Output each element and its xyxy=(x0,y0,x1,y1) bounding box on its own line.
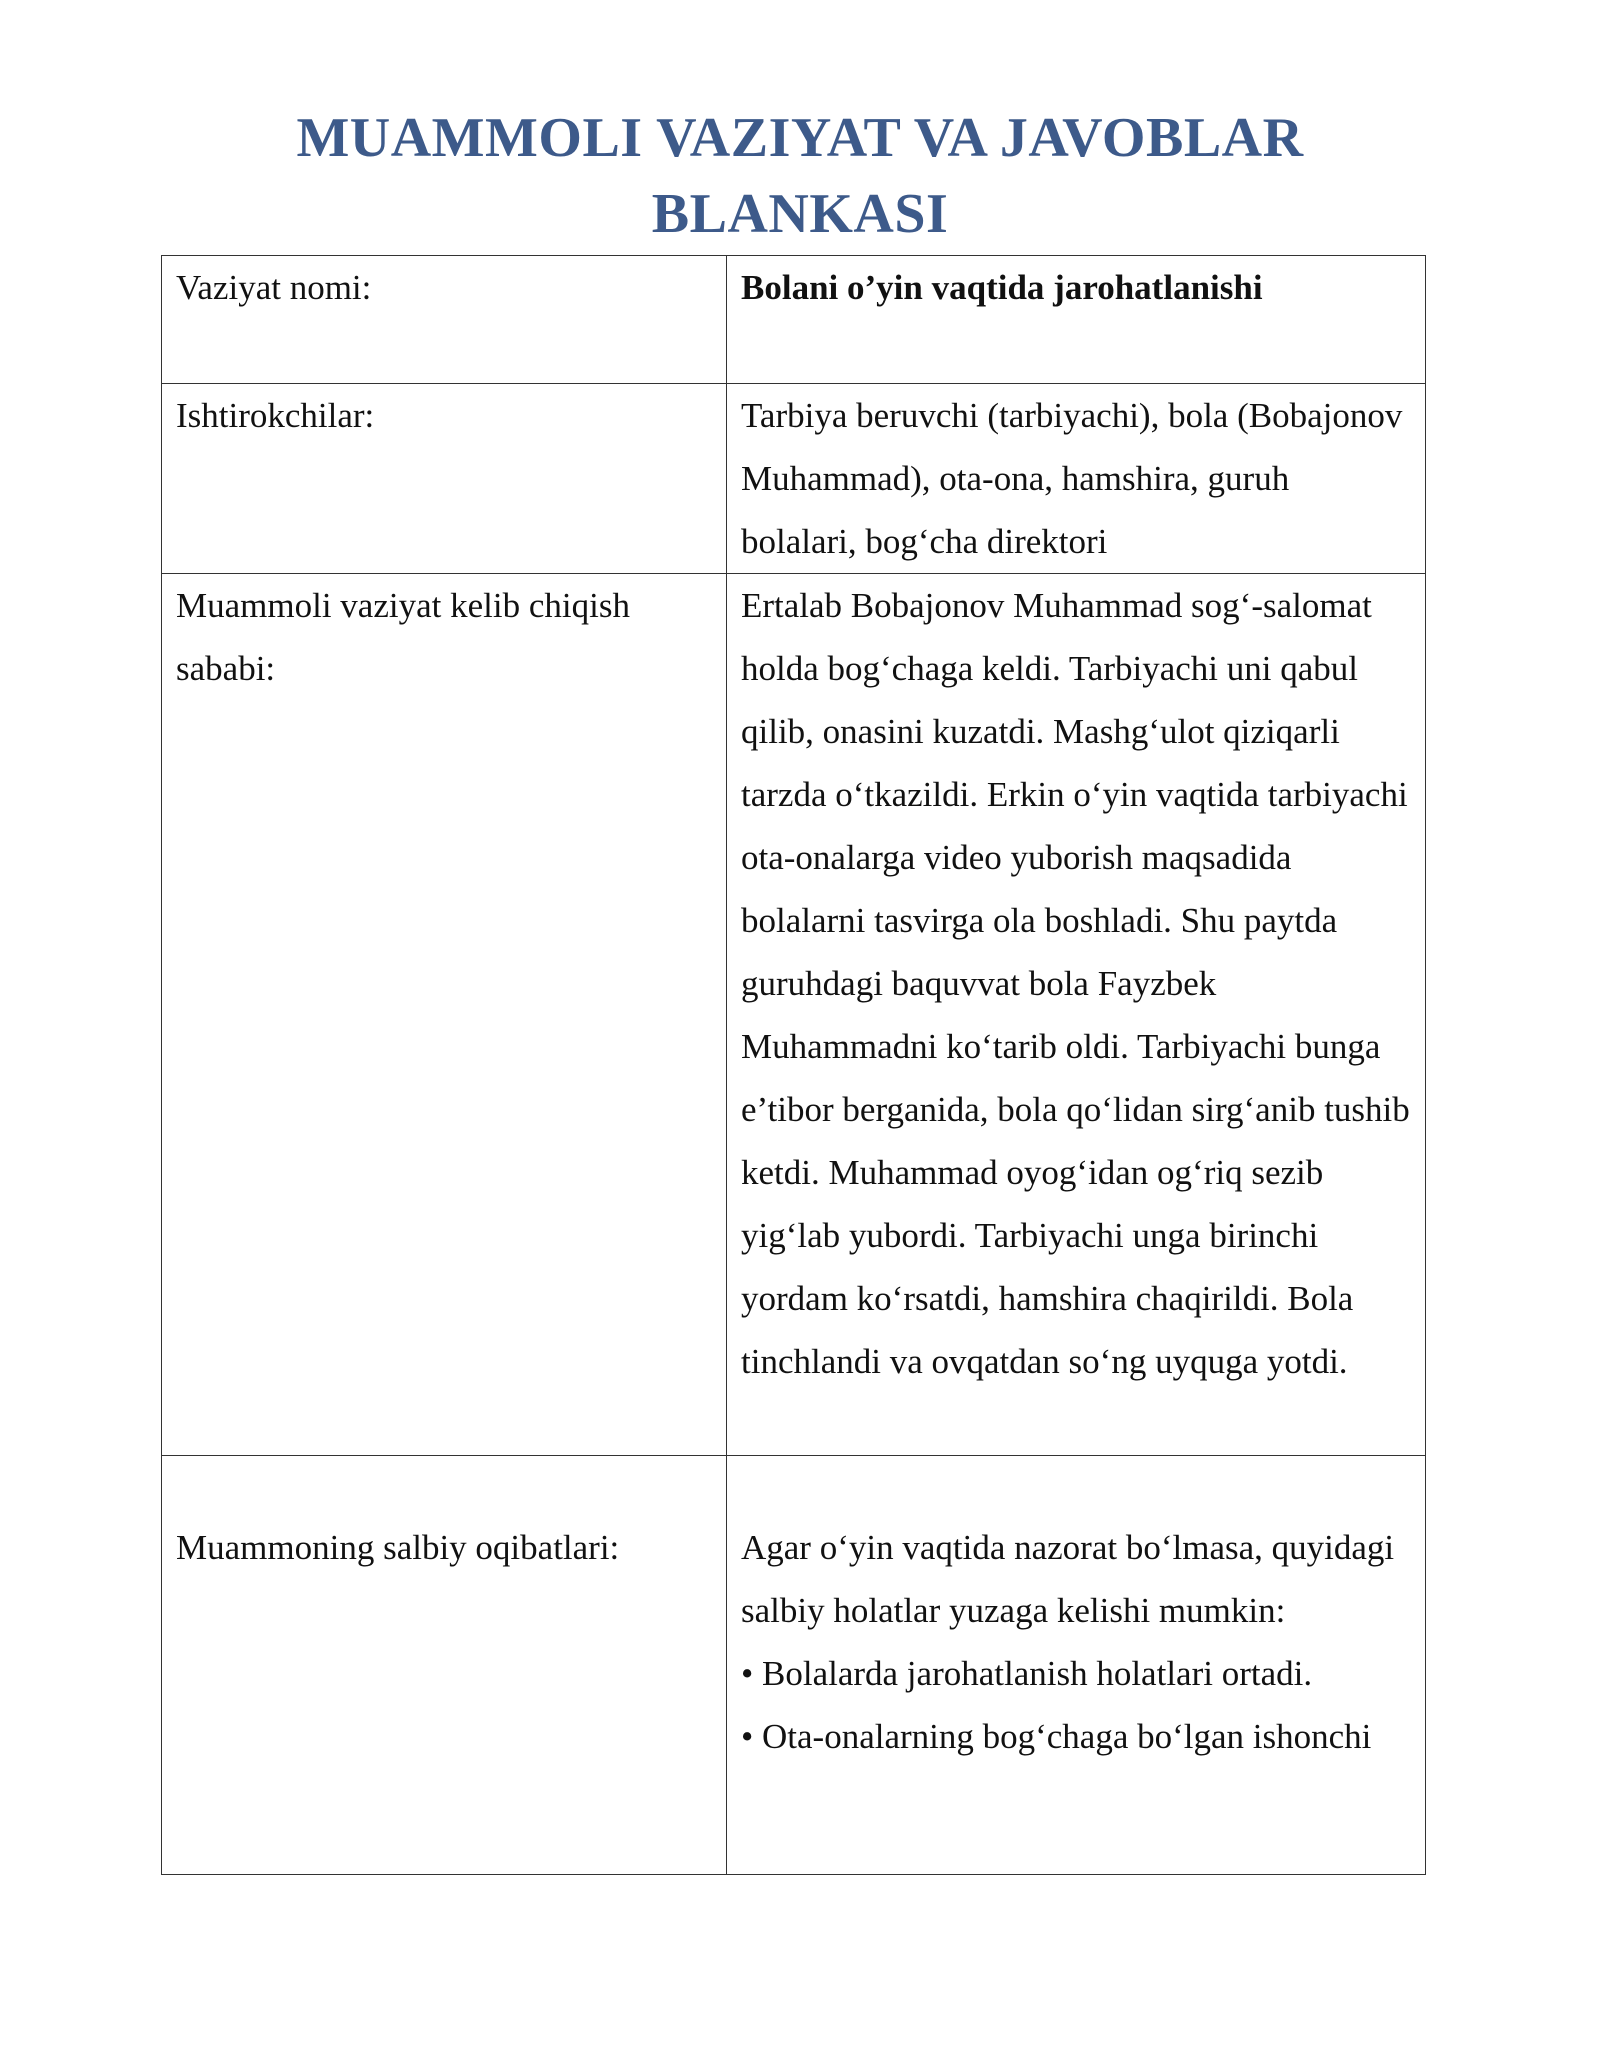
table-row-situation-name xyxy=(162,256,1426,384)
table-row-consequences xyxy=(162,1456,1426,1875)
cause-label: Muammoli vaziyat kelib chiqish sababi: xyxy=(162,574,727,1456)
consequences-label-text: Muammoning salbiy oqibatlari: xyxy=(176,1528,620,1567)
page-title xyxy=(160,100,1440,252)
consequences-value xyxy=(727,1456,1426,1875)
situation-name-label: Vaziyat nomi: xyxy=(162,256,727,384)
page-title-line-1: MUAMMOLI VAZIYAT VA JAVOBLAR xyxy=(296,107,1304,169)
cause-value: Ertalab Bobajonov Muhammad sog‘-salomat holda bog‘chaga keldi. Tarbiyachi uni qabul qilib, onasini kuzatdi. Mashg‘ulot qiziqarli tarzda o‘tkazildi. Erkin o‘yin vaqtida tarbiyachi ota-onalarga video yuborish maqsadida bolalarni tasvirga ola boshladi. Shu paytda guruhdagi baquvvat bola Fayzbek Muhammadni ko‘tarib oldi. Tarbiyachi bunga e’tibor berganida, bola qo‘lidan sirg‘anib tushib ketdi. Muhammad oyog‘idan og‘riq sezib yig‘lab yubordi. Tarbiyachi unga birinchi yordam ko‘rsatdi, hamshira chaqirildi. Bola tinchlandi va ovqatdan so‘ng uyquga yotdi. xyxy=(727,574,1426,1456)
page-title-line-2: BLANKASI xyxy=(651,183,949,245)
consequences-intro: Agar o‘yin vaqtida nazorat bo‘lmasa, quyidagi salbiy holatlar yuzaga kelishi mumkin: xyxy=(741,1528,1395,1630)
table-row-cause xyxy=(162,574,1426,1456)
table-row-participants xyxy=(162,384,1426,574)
consequences-bullet: • Bolalarda jarohatlanish holatlari ortadi. xyxy=(741,1654,1313,1693)
participants-value: Tarbiya beruvchi (tarbiyachi), bola (Bobajonov Muhammad), ota-ona, hamshira, guruh bolalari, bog‘cha direktori xyxy=(727,384,1426,574)
situation-name-value: Bolani o’yin vaqtida jarohatlanishi xyxy=(727,256,1426,384)
situation-form-table xyxy=(161,255,1426,1875)
consequences-bullet: • Ota-onalarning bog‘chaga bo‘lgan ishonchi xyxy=(741,1717,1372,1756)
participants-label: Ishtirokchilar: xyxy=(162,384,727,574)
consequences-label xyxy=(162,1456,727,1875)
